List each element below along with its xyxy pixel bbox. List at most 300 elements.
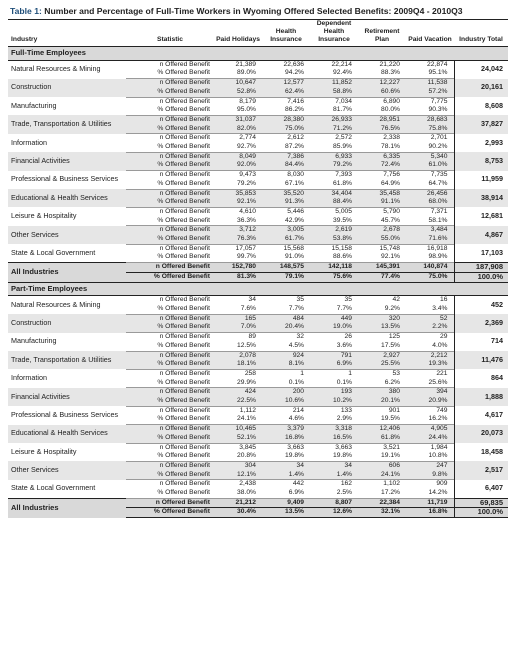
percent-cell: 76.5% (358, 125, 406, 134)
percent-cell: 85.9% (310, 143, 358, 152)
count-cell: 21,389 (235, 60, 256, 68)
all-industries-total: 187,908 (454, 263, 508, 273)
industry-name: Educational & Health Services (8, 425, 126, 443)
count-cell: 7,756 (383, 171, 400, 179)
percent-cell: 16.5% (310, 434, 358, 443)
percent-cell: 61.8% (358, 434, 406, 443)
percent-cell: 90.2% (406, 143, 454, 152)
table-row (8, 461, 508, 470)
percent-cell: 12.5% (214, 342, 262, 351)
statistic-label: % Offered Benefit (126, 106, 214, 115)
percent-cell: 84.4% (262, 161, 310, 170)
percent-cell: 92.4% (310, 69, 358, 78)
statistic-label: n Offered Benefit (126, 115, 214, 124)
percent-cell: 24.4% (406, 434, 454, 443)
count-cell: 749 (436, 406, 448, 414)
count-cell: 9,473 (239, 171, 256, 179)
header-paid-vacation: Paid Vacation (406, 20, 454, 47)
industry-total: 11,476 (454, 351, 508, 369)
all-industries-row (8, 498, 508, 508)
percent-cell: 30.4% (214, 508, 262, 518)
table-row (8, 207, 508, 216)
count-cell: 791 (310, 351, 358, 360)
percent-cell: 78.1% (358, 143, 406, 152)
industry-total: 2,369 (454, 314, 508, 332)
count-cell: 221 (436, 369, 448, 377)
count-cell: 1,112 (239, 406, 256, 414)
all-industries-total-percent: 100.0% (454, 508, 508, 518)
count-cell: 34 (248, 296, 256, 304)
statistic-label: n Offered Benefit (126, 425, 214, 434)
percent-cell: 62.4% (262, 88, 310, 97)
percent-cell: 4.0% (406, 342, 454, 351)
percent-cell: 2.9% (310, 415, 358, 424)
header-retirement-plan: Retirement Plan (358, 20, 406, 47)
percent-cell: 19.0% (310, 323, 358, 332)
percent-cell: 55.0% (358, 235, 406, 244)
industry-total: 20,073 (454, 425, 508, 443)
count-cell: 152,780 (214, 263, 262, 273)
section-header-row (8, 282, 508, 296)
table-body (8, 47, 508, 518)
percent-cell: 45.7% (358, 217, 406, 226)
percent-cell: 92.1% (358, 253, 406, 262)
percent-cell: 24.1% (358, 471, 406, 480)
count-cell: 22,874 (427, 60, 448, 68)
count-cell: 7,034 (335, 97, 352, 105)
industry-total: 8,608 (454, 97, 508, 115)
count-cell: 2,678 (358, 226, 406, 235)
count-cell: 2,701 (430, 134, 448, 142)
statistic-label: n Offered Benefit (159, 406, 210, 414)
all-industries-row (8, 263, 508, 273)
percent-cell: 16.2% (406, 415, 454, 424)
percent-cell: 64.7% (406, 180, 454, 189)
percent-cell: 61.7% (262, 235, 310, 244)
industry-name: Leisure & Hospitality (11, 211, 77, 221)
percent-cell: 0.1% (310, 379, 358, 388)
count-cell: 6,335 (358, 152, 406, 161)
count-cell: 6,890 (383, 97, 400, 105)
percent-cell: 76.3% (214, 235, 262, 244)
count-cell: 12,227 (358, 79, 406, 88)
table-row (8, 79, 508, 88)
industry-name: State & Local Government (11, 483, 96, 493)
count-cell: 380 (358, 388, 406, 397)
statistic-label: % Offered Benefit (126, 272, 214, 282)
all-industries-total-percent: 100.0% (454, 272, 508, 282)
percent-cell: 13.5% (358, 323, 406, 332)
table-row (8, 171, 508, 180)
percent-cell: 82.0% (214, 125, 262, 134)
percent-cell: 14.2% (406, 489, 454, 498)
percent-cell: 4.5% (262, 342, 310, 351)
percent-cell: 88.6% (310, 253, 358, 262)
count-cell: 34 (310, 461, 358, 470)
count-cell: 16,918 (427, 244, 448, 252)
count-cell: 11,538 (406, 79, 454, 88)
table-row (8, 425, 508, 434)
count-cell: 15,748 (379, 244, 400, 252)
percent-cell: 94.2% (262, 69, 310, 78)
percent-cell: 12.1% (214, 471, 262, 480)
percent-cell: 6.9% (262, 489, 310, 498)
table-row (8, 388, 508, 397)
statistic-label: % Offered Benefit (126, 235, 214, 244)
percent-cell: 7.7% (310, 305, 358, 314)
count-cell: 35,458 (358, 189, 406, 198)
industry-total: 37,827 (454, 115, 508, 133)
table-row (8, 226, 508, 235)
percent-cell: 91.0% (262, 253, 310, 262)
count-cell: 606 (358, 461, 406, 470)
statistic-label: % Offered Benefit (126, 305, 214, 314)
header-industry-total: Industry Total (454, 20, 508, 47)
count-cell: 140,874 (406, 263, 454, 273)
count-cell: 5,446 (287, 207, 304, 215)
table-row (8, 351, 508, 360)
table-row (8, 189, 508, 198)
count-cell: 53 (392, 369, 400, 377)
percent-cell: 52.8% (214, 88, 262, 97)
percent-cell: 39.5% (310, 217, 358, 226)
count-cell: 484 (262, 314, 310, 323)
count-cell: 8,807 (310, 498, 358, 508)
count-cell: 12,577 (262, 79, 310, 88)
industry-total: 20,161 (454, 79, 508, 97)
table-row (8, 314, 508, 323)
count-cell: 142,118 (310, 263, 358, 273)
table-row (8, 296, 508, 305)
percent-cell: 17.2% (358, 489, 406, 498)
table-title-label: Table 1: (10, 6, 42, 16)
industry-total: 18,458 (454, 443, 508, 461)
percent-cell: 1.4% (262, 471, 310, 480)
industry-name: Leisure & Hospitality (11, 446, 77, 456)
percent-cell: 0.1% (262, 379, 310, 388)
percent-cell: 17.5% (358, 342, 406, 351)
section-title: Part-Time Employees (8, 282, 508, 296)
statistic-label: % Offered Benefit (126, 342, 214, 351)
industry-name: Professional & Business Services (11, 174, 119, 184)
statistic-label: % Offered Benefit (126, 452, 214, 461)
industry-name: Other Services (8, 461, 126, 479)
industry-total: 24,042 (454, 60, 508, 78)
table-title (8, 6, 508, 19)
statistic-label: n Offered Benefit (159, 443, 210, 451)
percent-cell: 16.8% (406, 508, 454, 518)
statistic-label: n Offered Benefit (159, 244, 210, 252)
header-row (8, 20, 508, 47)
section-header-row (8, 47, 508, 61)
count-cell: 26,933 (310, 115, 358, 124)
industry-name: Natural Resources & Mining (11, 299, 101, 309)
percent-cell: 19.1% (358, 452, 406, 461)
statistic-label: % Offered Benefit (126, 434, 214, 443)
count-cell: 12,406 (358, 425, 406, 434)
header-dependent-health-insurance: Dependent Health Insurance (310, 20, 358, 47)
statistic-label: % Offered Benefit (126, 180, 214, 189)
percent-cell: 90.3% (406, 106, 454, 115)
percent-cell: 7.0% (214, 323, 262, 332)
count-cell: 165 (214, 314, 262, 323)
count-cell: 22,384 (358, 498, 406, 508)
statistic-label: n Offered Benefit (159, 60, 210, 68)
section-title: Full-Time Employees (8, 47, 508, 61)
percent-cell: 99.7% (214, 253, 262, 262)
industry-name: Professional & Business Services (11, 410, 119, 420)
count-cell: 193 (310, 388, 358, 397)
industry-name: Information (11, 373, 47, 383)
statistic-label: % Offered Benefit (126, 397, 214, 406)
industry-total: 11,959 (454, 171, 508, 189)
count-cell: 35,520 (262, 189, 310, 198)
percent-cell: 53.8% (310, 235, 358, 244)
count-cell: 9,409 (262, 498, 310, 508)
percent-cell: 79.2% (214, 180, 262, 189)
statistic-label: % Offered Benefit (126, 323, 214, 332)
count-cell: 258 (244, 369, 256, 377)
percent-cell: 13.5% (262, 508, 310, 518)
percent-cell: 71.6% (406, 235, 454, 244)
percent-cell: 29.9% (214, 379, 262, 388)
industry-total: 864 (454, 369, 508, 387)
statistic-label: % Offered Benefit (126, 360, 214, 369)
count-cell: 89 (248, 333, 256, 341)
count-cell: 5,340 (406, 152, 454, 161)
percent-cell: 22.5% (214, 397, 262, 406)
industry-total: 12,681 (454, 207, 508, 225)
statistic-label: n Offered Benefit (126, 314, 214, 323)
statistic-label: n Offered Benefit (126, 498, 214, 508)
statistic-label: n Offered Benefit (126, 152, 214, 161)
count-cell: 10,465 (214, 425, 262, 434)
percent-cell: 19.8% (262, 452, 310, 461)
count-cell: 3,712 (214, 226, 262, 235)
count-cell: 29 (440, 333, 448, 341)
percent-cell: 61.8% (310, 180, 358, 189)
count-cell: 6,933 (310, 152, 358, 161)
percent-cell: 9.2% (358, 305, 406, 314)
statistic-label: % Offered Benefit (126, 143, 214, 152)
percent-cell: 52.1% (214, 434, 262, 443)
count-cell: 3,484 (406, 226, 454, 235)
count-cell: 2,927 (358, 351, 406, 360)
count-cell: 21,212 (214, 498, 262, 508)
table-row (8, 152, 508, 161)
count-cell: 8,179 (239, 97, 256, 105)
percent-cell: 9.8% (406, 471, 454, 480)
percent-cell: 81.7% (310, 106, 358, 115)
percent-cell: 92.7% (214, 143, 262, 152)
count-cell: 449 (310, 314, 358, 323)
count-cell: 31,037 (214, 115, 262, 124)
percent-cell: 10.6% (262, 397, 310, 406)
table-row (8, 244, 508, 253)
industry-total: 2,517 (454, 461, 508, 479)
count-cell: 2,619 (310, 226, 358, 235)
count-cell: 32 (296, 333, 304, 341)
count-cell: 2,338 (383, 134, 400, 142)
table-row (8, 369, 508, 378)
industry-total: 6,407 (454, 480, 508, 498)
industry-name: Educational & Health Services (8, 189, 126, 207)
statistic-label: n Offered Benefit (126, 461, 214, 470)
statistic-label: n Offered Benefit (159, 171, 210, 179)
statistic-label: % Offered Benefit (126, 415, 214, 424)
percent-cell: 6.2% (358, 379, 406, 388)
percent-cell: 92.0% (214, 161, 262, 170)
industry-total: 1,888 (454, 388, 508, 406)
count-cell: 15,568 (283, 244, 304, 252)
percent-cell: 80.0% (358, 106, 406, 115)
count-cell: 7,416 (287, 97, 304, 105)
industry-name: Manufacturing (11, 336, 57, 346)
percent-cell: 71.2% (310, 125, 358, 134)
count-cell: 909 (436, 480, 448, 488)
percent-cell: 4.6% (262, 415, 310, 424)
count-cell: 2,212 (406, 351, 454, 360)
percent-cell: 92.1% (214, 198, 262, 207)
industry-name: Trade, Transportation & Utilities (8, 351, 126, 369)
count-cell: 34 (262, 461, 310, 470)
count-cell: 1 (348, 369, 352, 377)
count-cell: 320 (358, 314, 406, 323)
percent-cell: 20.1% (358, 397, 406, 406)
all-industries-label: All Industries (8, 498, 126, 517)
count-cell: 7,775 (430, 97, 448, 105)
percent-cell: 42.9% (262, 217, 310, 226)
percent-cell: 20.9% (406, 397, 454, 406)
percent-cell: 87.2% (262, 143, 310, 152)
count-cell: 200 (262, 388, 310, 397)
percent-cell: 67.1% (262, 180, 310, 189)
table-row (8, 443, 508, 452)
percent-cell: 95.0% (214, 106, 262, 115)
industry-name: Construction (8, 79, 126, 97)
percent-cell: 61.0% (406, 161, 454, 170)
count-cell: 3,663 (287, 443, 304, 451)
industry-total: 714 (454, 333, 508, 351)
count-cell: 901 (388, 406, 400, 414)
statistic-label: % Offered Benefit (126, 379, 214, 388)
count-cell: 125 (388, 333, 400, 341)
count-cell: 35,853 (214, 189, 262, 198)
industry-total: 17,103 (454, 244, 508, 262)
statistic-label: n Offered Benefit (159, 369, 210, 377)
industry-name: Other Services (8, 226, 126, 244)
percent-cell: 24.1% (214, 415, 262, 424)
percent-cell: 3.4% (406, 305, 454, 314)
statistic-label: n Offered Benefit (126, 79, 214, 88)
industry-name: Construction (8, 314, 126, 332)
percent-cell: 10.8% (406, 452, 454, 461)
percent-cell: 20.8% (214, 452, 262, 461)
all-industries-label: All Industries (8, 263, 126, 282)
percent-cell: 2.5% (310, 489, 358, 498)
industry-name: Manufacturing (11, 100, 57, 110)
industry-name: Financial Activities (8, 388, 126, 406)
header-industry: Industry (8, 20, 126, 47)
table-row (8, 97, 508, 106)
count-cell: 2,612 (287, 134, 304, 142)
percent-cell: 58.1% (406, 217, 454, 226)
count-cell: 7,371 (430, 207, 448, 215)
count-cell: 21,220 (379, 60, 400, 68)
percent-cell: 75.0% (406, 272, 454, 282)
count-cell: 394 (406, 388, 454, 397)
count-cell: 8,030 (287, 171, 304, 179)
statistic-label: n Offered Benefit (159, 97, 210, 105)
statistic-label: n Offered Benefit (159, 296, 210, 304)
statistic-label: % Offered Benefit (126, 125, 214, 134)
count-cell: 4,610 (239, 207, 256, 215)
percent-cell: 88.4% (310, 198, 358, 207)
percent-cell: 77.4% (358, 272, 406, 282)
table-row (8, 115, 508, 124)
statistic-label: % Offered Benefit (126, 198, 214, 207)
count-cell: 11,719 (406, 498, 454, 508)
percent-cell: 75.8% (406, 125, 454, 134)
industry-total: 4,867 (454, 226, 508, 244)
header-paid-holidays: Paid Holidays (214, 20, 262, 47)
percent-cell: 95.1% (406, 69, 454, 78)
count-cell: 8,049 (214, 152, 262, 161)
count-cell: 5,790 (383, 207, 400, 215)
percent-cell: 79.1% (262, 272, 310, 282)
percent-cell: 19.8% (310, 452, 358, 461)
count-cell: 34,404 (310, 189, 358, 198)
count-cell: 2,078 (214, 351, 262, 360)
statistic-label: % Offered Benefit (126, 69, 214, 78)
count-cell: 35 (344, 296, 352, 304)
percent-cell: 10.2% (310, 397, 358, 406)
percent-cell: 60.6% (358, 88, 406, 97)
industry-total: 2,993 (454, 134, 508, 152)
count-cell: 924 (262, 351, 310, 360)
table-row (8, 333, 508, 342)
percent-cell: 36.3% (214, 217, 262, 226)
count-cell: 442 (292, 480, 304, 488)
count-cell: 7,393 (335, 171, 352, 179)
percent-cell: 98.9% (406, 253, 454, 262)
percent-cell: 20.4% (262, 323, 310, 332)
percent-cell: 3.6% (310, 342, 358, 351)
statistic-label: % Offered Benefit (126, 471, 214, 480)
count-cell: 162 (340, 480, 352, 488)
count-cell: 10,647 (214, 79, 262, 88)
statistic-label: n Offered Benefit (126, 388, 214, 397)
count-cell: 3,845 (239, 443, 256, 451)
percent-cell: 91.1% (358, 198, 406, 207)
table-row (8, 134, 508, 143)
count-cell: 7,386 (262, 152, 310, 161)
count-cell: 2,438 (239, 480, 256, 488)
count-cell: 424 (214, 388, 262, 397)
percent-cell: 68.0% (406, 198, 454, 207)
percent-cell: 1.4% (310, 471, 358, 480)
statistic-label: % Offered Benefit (126, 217, 214, 226)
count-cell: 42 (392, 296, 400, 304)
percent-cell: 86.2% (262, 106, 310, 115)
statistic-label: % Offered Benefit (126, 253, 214, 262)
count-cell: 133 (340, 406, 352, 414)
count-cell: 1,984 (430, 443, 448, 451)
industry-total: 8,753 (454, 152, 508, 170)
percent-cell: 58.8% (310, 88, 358, 97)
industry-name: State & Local Government (11, 247, 96, 257)
industry-total: 38,914 (454, 189, 508, 207)
